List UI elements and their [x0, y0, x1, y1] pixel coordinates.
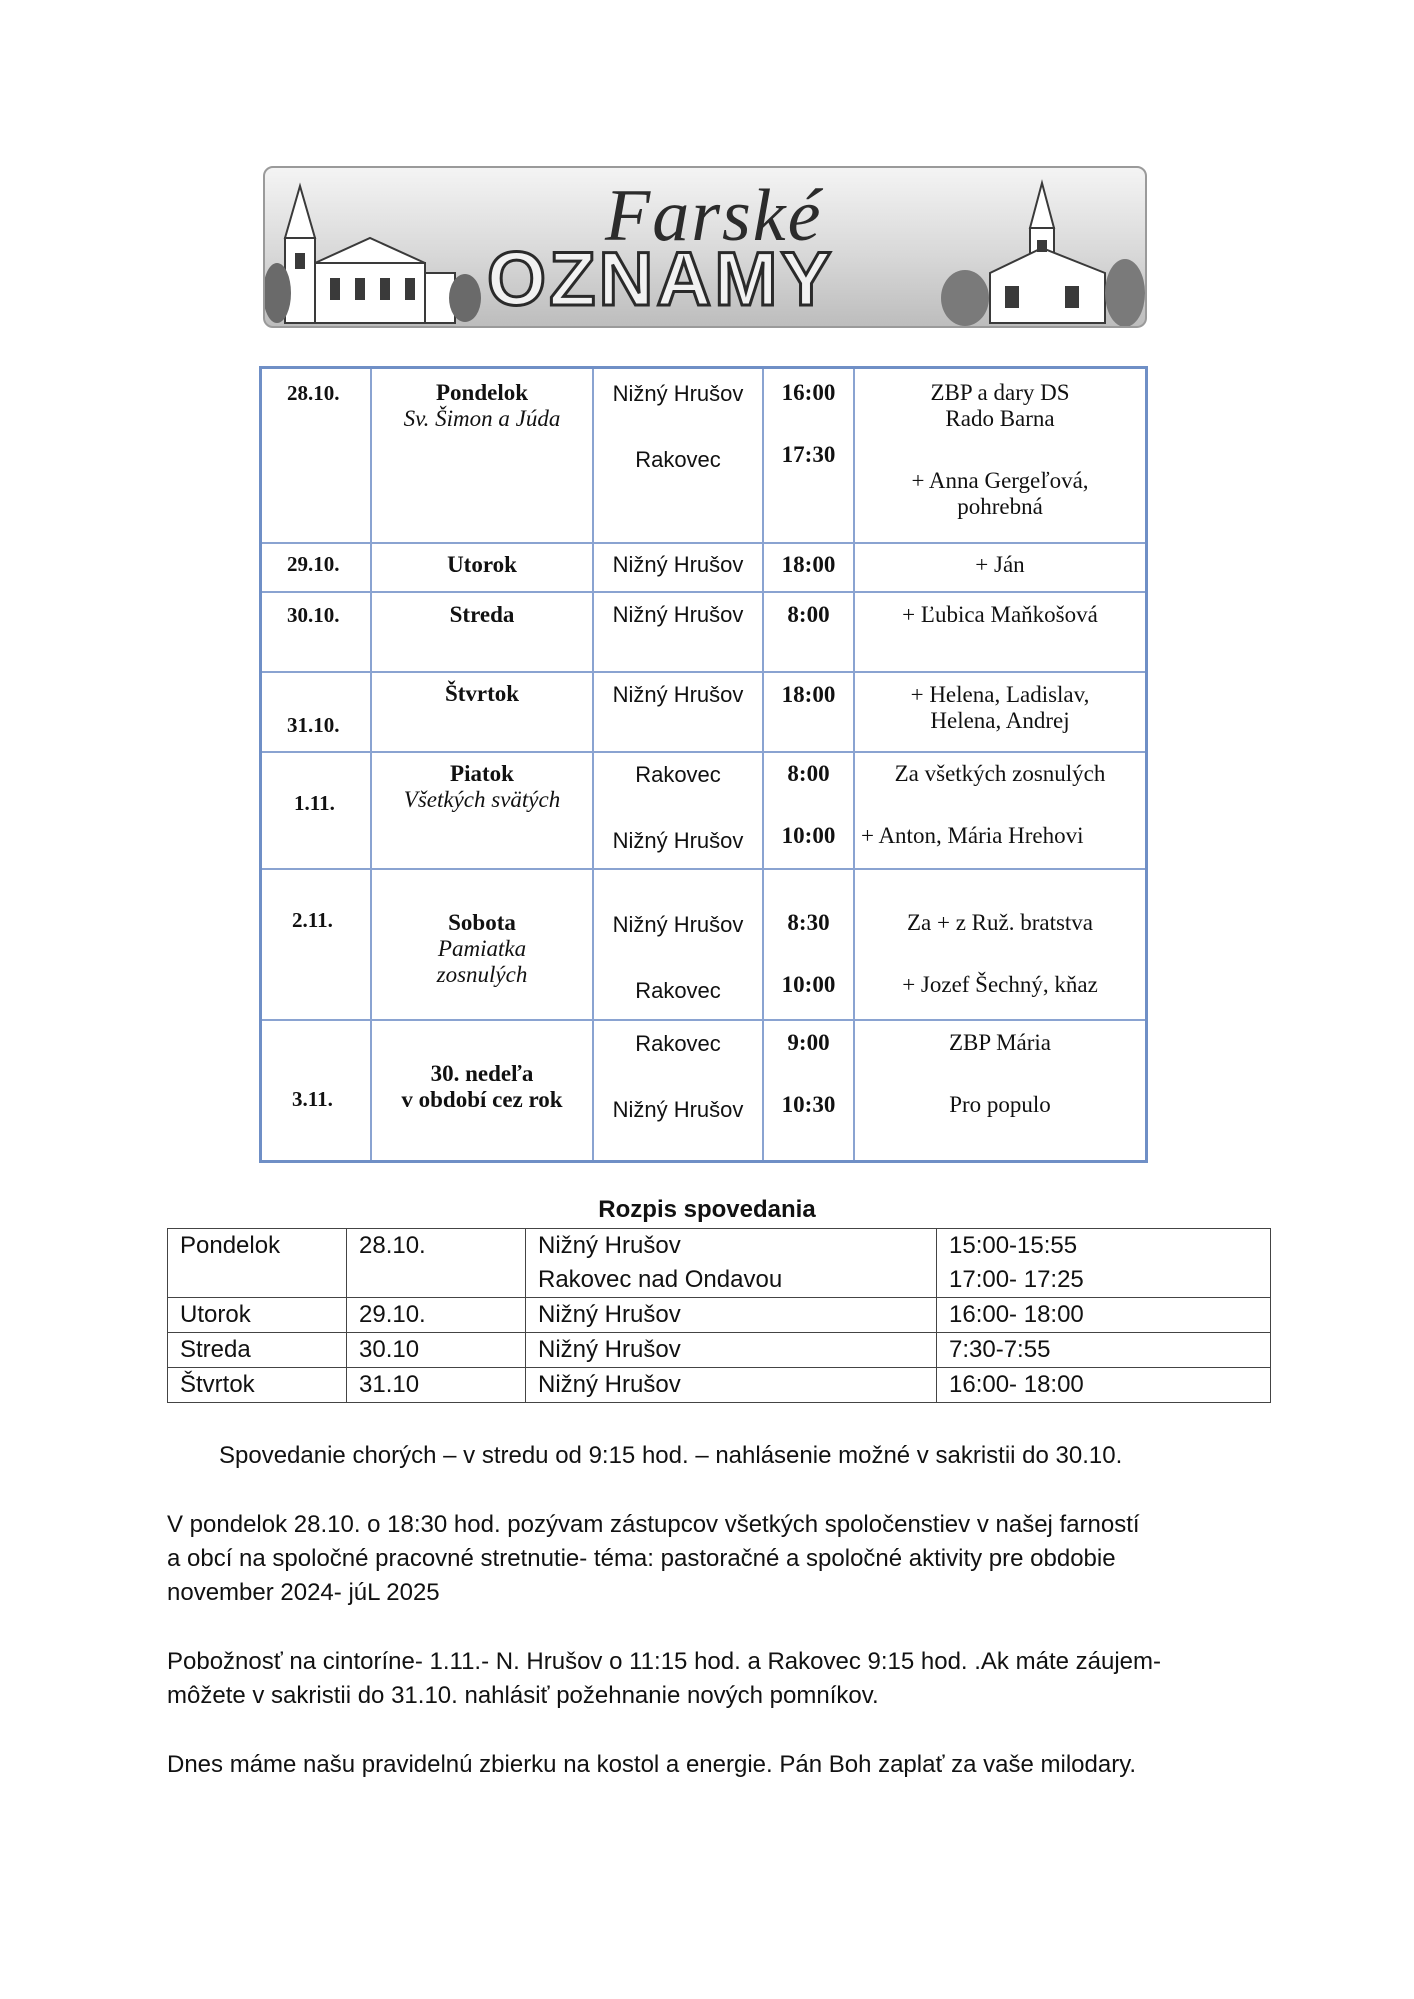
table-row	[261, 752, 1147, 869]
mass-intention: ZBP Mária	[949, 1029, 1051, 1055]
mass-day: 30. nedeľa	[430, 1060, 534, 1086]
mass-feast: Sv. Šimon a Júda	[403, 406, 561, 431]
mass-intention: Za všetkých zosnulých	[894, 760, 1106, 786]
mass-date: 2.11.	[292, 907, 333, 932]
mass-day: Sobota	[448, 909, 516, 935]
farske-oznamy-banner	[263, 166, 1147, 328]
mass-place: Nižný Hrušov	[612, 681, 744, 707]
mass-place: Nižný Hrušov	[612, 601, 744, 627]
mass-intention: Za + z Ruž. bratstva	[906, 909, 1094, 935]
announcement-line: november 2024- júL 2025	[167, 1579, 440, 1606]
confession-time: 17:00- 17:25	[949, 1266, 1084, 1293]
mass-time: 16:00	[781, 380, 836, 405]
announcement-line: môžete v sakristii do 31.10. nahlásiť požehnanie nových pomníkov.	[167, 1682, 879, 1709]
mass-feast: zosnulých	[436, 961, 528, 987]
mass-time: 9:00	[787, 1029, 830, 1055]
confession-day: Štvrtok	[168, 1368, 347, 1403]
mass-intention: Helena, Andrej	[930, 707, 1070, 733]
mass-time: 18:00	[781, 551, 836, 577]
mass-time: 10:00	[781, 822, 836, 848]
announcement-sick-confession: Spovedanie chorých – v stredu od 9:15 hod. – nahlásenie možné v sakristii do 30.10.	[219, 1442, 1123, 1469]
announcement-collection: Dnes máme našu pravidelnú zbierku na kostol a energie. Pán Boh zaplať za vaše milodary.	[167, 1751, 1137, 1778]
mass-date: 30.10.	[287, 602, 340, 627]
mass-intention: pohrebná	[957, 494, 1043, 519]
confession-time: 15:00-15:55	[949, 1232, 1078, 1259]
table-row	[168, 1333, 1271, 1368]
announcement-line: V pondelok 28.10. o 18:30 hod. pozývam zástupcov všetkých spoločenstiev v našej farností	[167, 1511, 1140, 1538]
mass-day: Streda	[449, 601, 515, 627]
confession-time: 7:30-7:55	[937, 1333, 1271, 1368]
table-row	[168, 1368, 1271, 1403]
mass-schedule-table	[259, 366, 1148, 1163]
confession-day: Pondelok	[168, 1229, 347, 1298]
table-row	[168, 1229, 1271, 1298]
confession-place: Rakovec nad Ondavou	[538, 1266, 783, 1293]
mass-date: 28.10.	[287, 381, 340, 405]
confession-date: 28.10.	[347, 1229, 526, 1298]
announcement-cemetery	[167, 1645, 1297, 1713]
mass-time: 17:30	[781, 442, 836, 467]
confession-table	[167, 1228, 1271, 1403]
mass-intention: + Jozef Šechný, kňaz	[902, 971, 1098, 997]
confession-day: Utorok	[168, 1298, 347, 1333]
mass-date: 1.11.	[294, 790, 335, 815]
confession-place: Nižný Hrušov	[526, 1333, 937, 1368]
confession-time: 16:00- 18:00	[937, 1368, 1271, 1403]
mass-date: 29.10.	[287, 551, 340, 576]
mass-intention: Pro populo	[949, 1091, 1051, 1117]
mass-feast: Pamiatka	[437, 935, 527, 961]
mass-place: Nižný Hrušov	[612, 551, 744, 577]
confession-date: 29.10.	[347, 1298, 526, 1333]
confession-day: Streda	[168, 1333, 347, 1368]
mass-time: 8:00	[787, 601, 830, 627]
announcement-line: a obcí na spoločné pracovné stretnutie- téma: pastoračné a spoločné aktivity pre obdobie	[167, 1545, 1116, 1572]
table-row	[261, 368, 1147, 543]
confession-title: Rozpis spovedania	[598, 1196, 816, 1223]
mass-day: Piatok	[450, 760, 514, 786]
confession-place: Nižný Hrušov	[526, 1368, 937, 1403]
mass-time: 10:30	[781, 1091, 836, 1117]
mass-place: Nižný Hrušov	[612, 911, 744, 937]
mass-time: 10:00	[781, 971, 836, 997]
mass-place: Rakovec	[635, 1030, 721, 1056]
table-row	[261, 543, 1147, 592]
confession-time: 16:00- 18:00	[937, 1298, 1271, 1333]
confession-date: 31.10	[347, 1368, 526, 1403]
table-row	[168, 1298, 1271, 1333]
mass-intention: + Anna Gergeľová,	[911, 468, 1089, 493]
mass-date: 31.10.	[287, 712, 340, 737]
mass-intention: + Helena, Ladislav,	[910, 681, 1090, 707]
mass-date: 3.11.	[292, 1086, 333, 1111]
mass-time: 8:00	[787, 760, 830, 786]
mass-place: Rakovec	[635, 977, 721, 1003]
announcement-line: Pobožnosť na cintoríne- 1.11.- N. Hrušov o 11:15 hod. a Rakovec 9:15 hod. .Ak máte záujem-	[167, 1648, 1161, 1675]
mass-place: Rakovec	[635, 761, 721, 787]
mass-intention: Rado Barna	[945, 406, 1055, 431]
mass-intention: ZBP a dary DS	[930, 380, 1070, 405]
banner-main-title: OZNAMY	[487, 237, 835, 322]
mass-day: v období cez rok	[401, 1086, 563, 1112]
mass-day: Utorok	[447, 551, 517, 577]
mass-time: 8:30	[787, 909, 830, 935]
mass-place: Nižný Hrušov	[612, 1096, 744, 1122]
table-row	[261, 592, 1147, 672]
confession-place: Nižný Hrušov	[538, 1232, 681, 1259]
mass-time: 18:00	[781, 681, 836, 707]
confession-date: 30.10	[347, 1333, 526, 1368]
mass-feast: Všetkých svätých	[403, 786, 561, 812]
announcement-meeting	[167, 1508, 1297, 1610]
mass-intention: + Ján	[975, 551, 1025, 577]
banner-script-title: Farské	[605, 175, 823, 257]
table-row	[261, 672, 1147, 752]
table-row	[261, 1020, 1147, 1162]
mass-place: Nižný Hrušov	[612, 381, 744, 406]
mass-place: Nižný Hrušov	[612, 827, 744, 853]
confession-place: Nižný Hrušov	[526, 1298, 937, 1333]
mass-intention: + Anton, Mária Hrehovi	[861, 822, 1084, 848]
mass-place: Rakovec	[635, 447, 721, 472]
mass-intention: + Ľubica Maňkošová	[902, 601, 1098, 627]
mass-day: Pondelok	[435, 380, 529, 405]
table-row	[261, 869, 1147, 1020]
mass-day: Štvrtok	[444, 680, 520, 706]
